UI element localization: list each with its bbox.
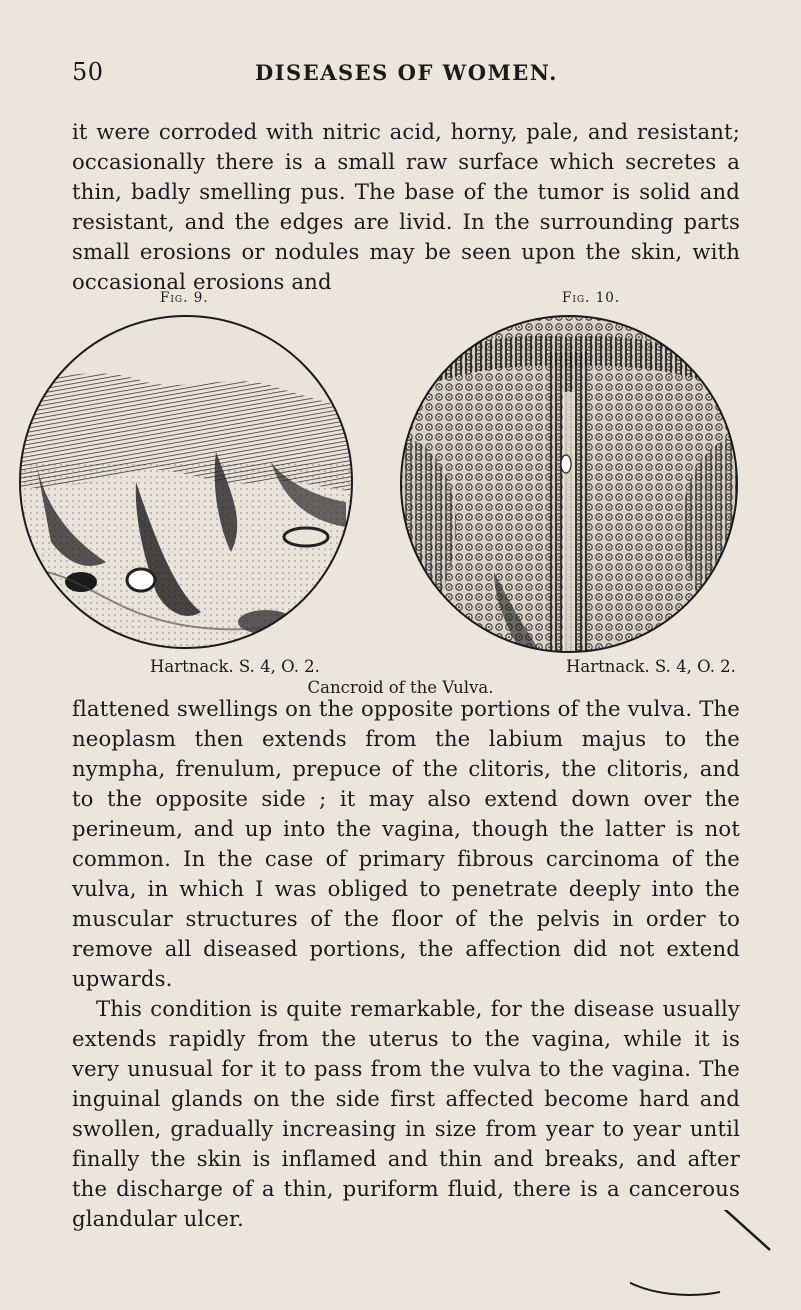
figure-caption: Cancroid of the Vulva.	[307, 678, 494, 697]
running-title: DISEASES OF WOMEN.	[255, 60, 558, 85]
paragraph-3-text: This condition is quite remarkable, for the disease usually extends rapidly from the uterus to the vagina, while it is very unusual for it to pass from the vulva to the vagina. The inguinal glands on the side first affected become hard and swollen, gradually increasing in size from year to year until finally the skin is inflamed and thin and breaks, and after the discharge of a thin, puriform fluid, there is a cancerous glandular ulcer.	[72, 996, 740, 1231]
figure-10-label: Fig. 10.	[562, 290, 621, 306]
figure-10-credit: Hartnack. S. 4, O. 2.	[566, 657, 736, 676]
paragraph-1	[72, 117, 740, 297]
figure-9-micrograph	[16, 312, 356, 652]
page-header	[72, 58, 741, 90]
paragraph-2	[72, 694, 740, 1234]
figure-9-credit: Hartnack. S. 4, O. 2.	[150, 657, 320, 676]
paragraph-2-text: flattened swellings on the opposite portions of the vulva. The neoplasm then extends from the labium majus to the nympha, frenulum, prepuce of the clitoris, the clitoris, and to the opposite side ; it may also extend down over the perineum, and up into the vagina, though the latter is not common. In the case of primary fibrous carcinoma of the vulva, in which I was obliged to penetrate deeply into the muscular structures of the floor of the pelvis in order to remove all diseased portions, the affection did not extend upwards.	[72, 696, 740, 991]
paragraph-1-text: it were corroded with nitric acid, horny, pale, and resistant; occasionally there is a small raw surface which secretes a thin, badly smelling pus. The base of the tumor is solid and resistant, and the edges are livid. In the surrounding parts small erosions or nodules may be seen upon the skin, with occasional erosions and	[72, 119, 740, 294]
library-stamp	[630, 1210, 801, 1300]
page-number: 50	[72, 58, 104, 86]
figure-10-micrograph	[394, 312, 744, 657]
figure-9-label: Fig. 9.	[160, 290, 209, 306]
